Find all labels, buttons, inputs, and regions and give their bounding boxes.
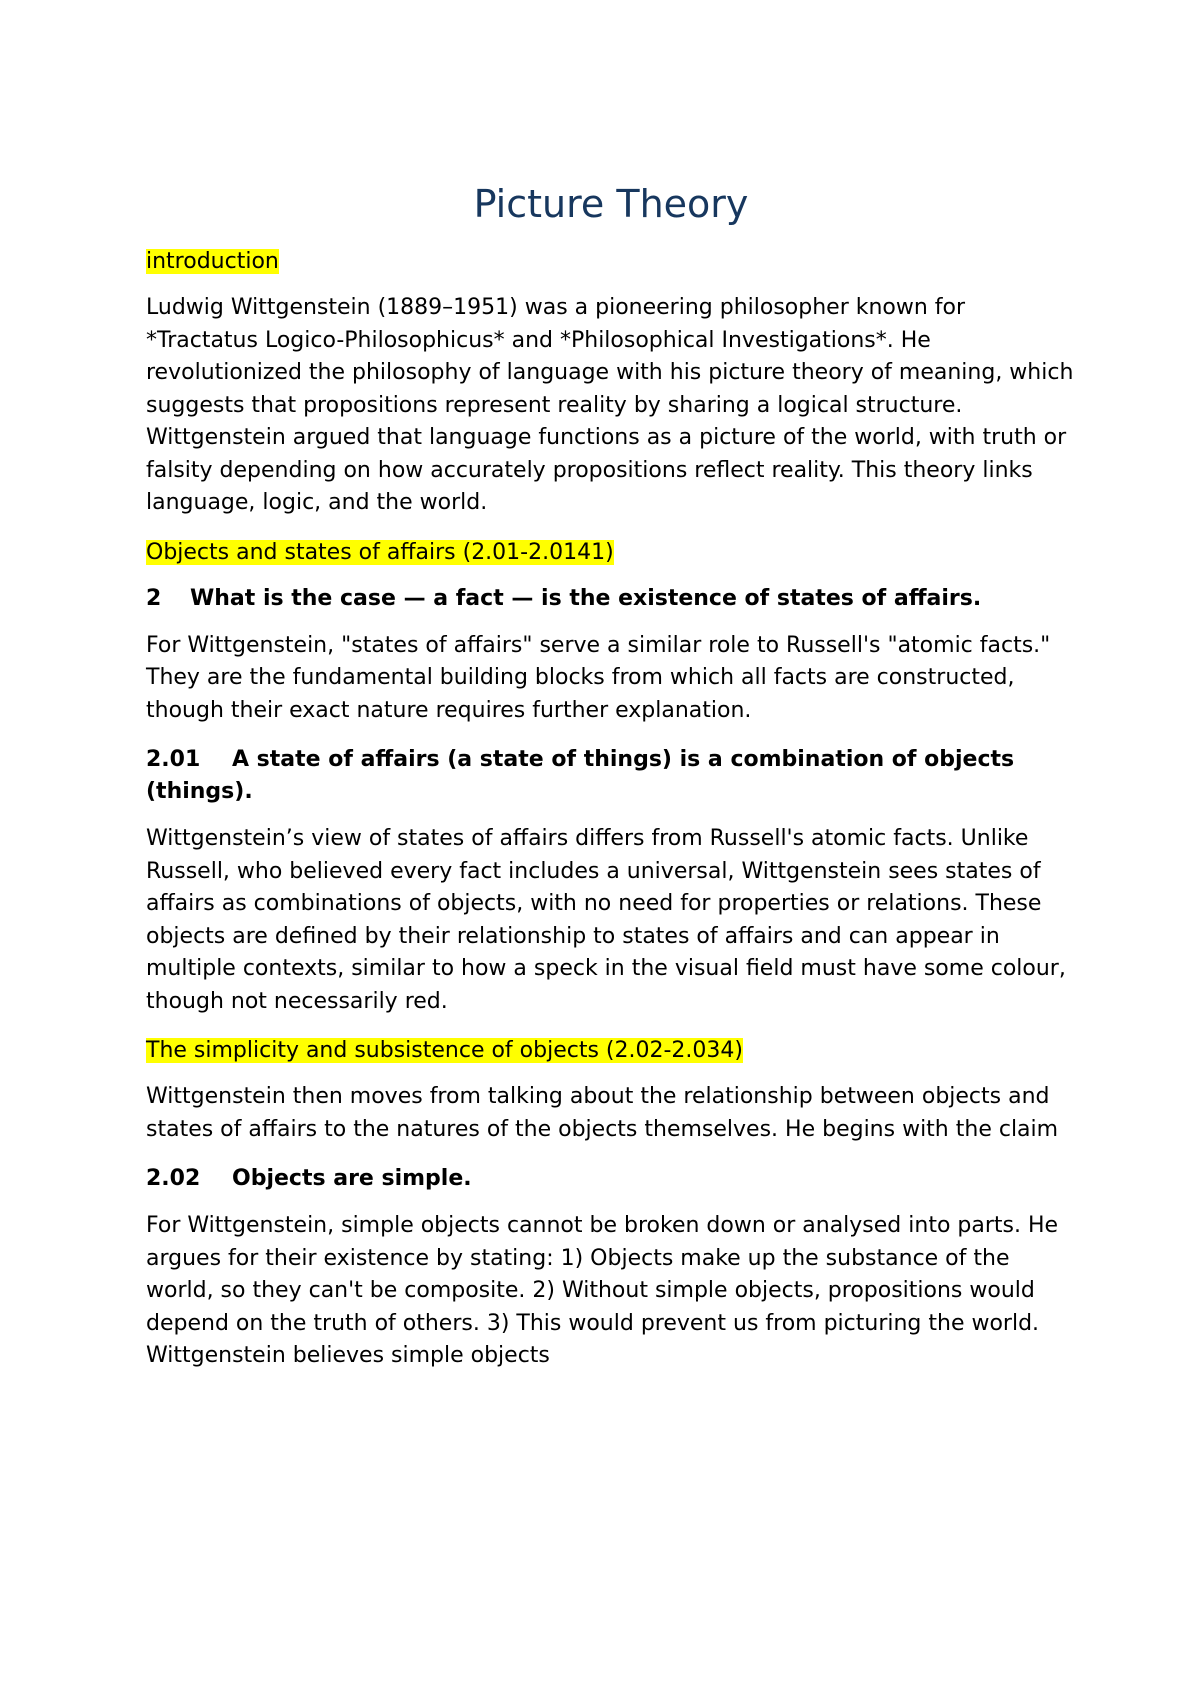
- highlighted-text: Objects and states of affairs (2.01-2.0141): [146, 539, 614, 565]
- section-heading-introduction: [146, 246, 1076, 278]
- proposition-2: [146, 583, 1076, 615]
- intro-paragraph: Ludwig Wittgenstein (1889–1951) was a pioneering philosopher known for *Tractatus Logico-Philosophicus* and *Philosophical Investigations*. He revolutionized the philosophy of language with his picture theory of meaning, which suggests that propositions represent reality by sharing a logical structure. Wittgenstein argued that language functions as a picture of the world, with truth or falsity depending on how accurately propositions reflect reality. This theory links language, logic, and the world.: [146, 295, 1074, 515]
- section-heading-objects: [146, 537, 1076, 569]
- proposition-number: 2.02: [146, 1166, 201, 1191]
- proposition-text: A state of affairs (a state of things) is a combination of objects (things).: [146, 747, 1015, 804]
- highlighted-text: introduction: [146, 249, 279, 274]
- russell-contrast-paragraph: Wittgenstein’s view of states of affairs differs from Russell's atomic facts. Unlike Russell, who believed every fact includes a universal, Wittgenstein sees states of affairs as combinations of objects, with no need for properties or relations. These objects are defined by their relationship to states of affairs and can appear in multiple contexts, similar to how a speck in the visual field must have some colour, though not necessarily red.: [146, 826, 1066, 1014]
- simple-objects-paragraph: For Wittgenstein, simple objects cannot be broken down or analysed into parts. He argues for their existence by stating: 1) Objects make up the substance of the world, so they can't be composite. 2) Without simple objects, propositions would depend on the truth of others. 3) This would prevent us from picturing the world. Wittgenstein believes simple objects: [146, 1213, 1059, 1368]
- natures-paragraph: Wittgenstein then moves from talking about the relationship between objects and states of affairs to the natures of the objects themselves. He begins with the claim: [146, 1084, 1059, 1142]
- proposition-text: What is the case — a fact — is the existence of states of affairs.: [190, 585, 982, 611]
- proposition-2-01: [146, 744, 1076, 808]
- highlighted-text: The simplicity and subsistence of objects (2.02-2.034): [146, 1038, 743, 1063]
- document-content: [146, 178, 1076, 1390]
- section-heading-simplicity: [146, 1035, 1076, 1067]
- states-of-affairs-paragraph: For Wittgenstein, "states of affairs" serve a similar role to Russell's "atomic facts." They are the fundamental building blocks from which all facts are constructed, though their exact nature requires further explanation.: [146, 632, 1051, 723]
- document-title: Picture Theory: [473, 182, 749, 226]
- proposition-2-02: [146, 1163, 1076, 1195]
- proposition-text: Objects are simple.: [232, 1166, 472, 1191]
- proposition-number: 2.01: [146, 747, 201, 772]
- proposition-number: 2: [146, 585, 162, 611]
